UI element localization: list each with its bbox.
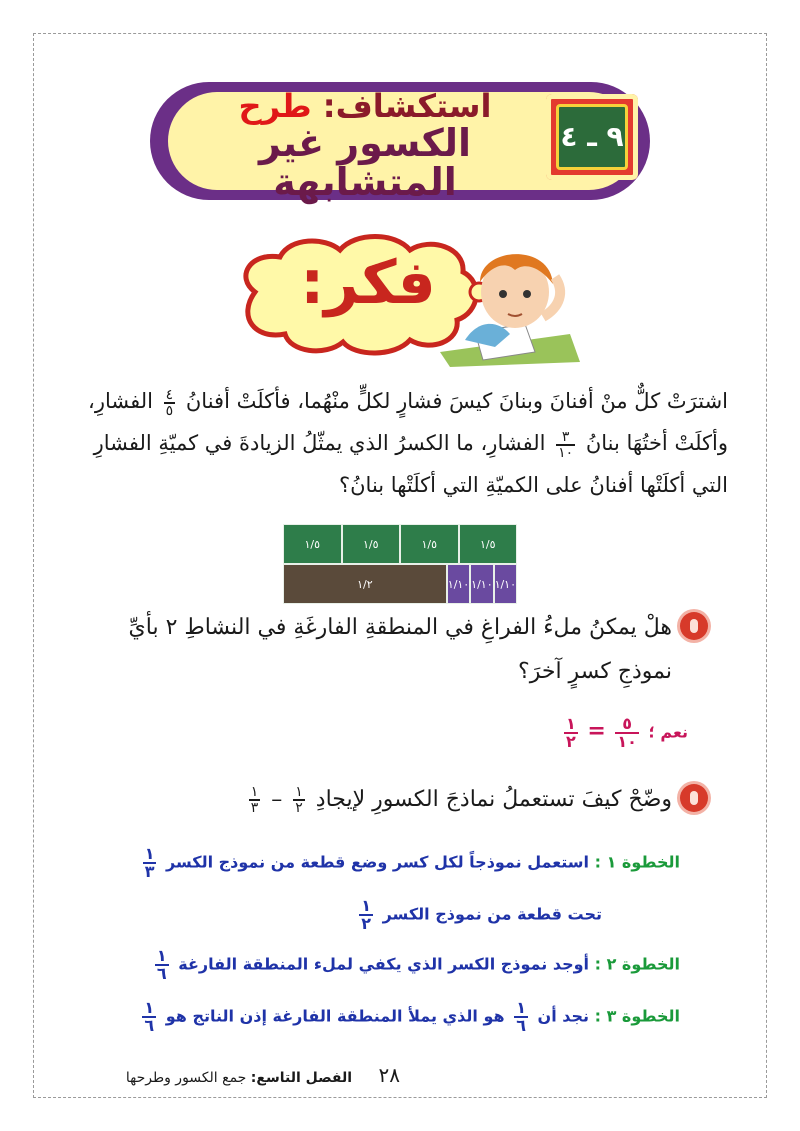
step-1: الخطوة ١ : استعمل نموذجاً لكل كسر وضع قطعة من نموذج الكسر $\frac{١}{٣}$ xyxy=(144,844,680,881)
problem-line-2: وأكلَتْ أختُهَا بنانُ $\frac{٣}{١٠}$ الفشارِ، ما الكسرُ الذي يمثّلُ الزيادةَ في كميّةِ الفشارِ xyxy=(93,428,728,461)
fraction-piece-fifth: ١/٥ xyxy=(400,524,459,564)
question-1-line-1: هلْ يمكنُ ملءُ الفراغِ في المنطقةِ الفارغَةِ في النشاطِ ٢ بأيِّ xyxy=(128,615,672,640)
question-2: وضّحْ كيفَ تستعملُ نماذجَ الكسورِ لإيجادِ $\frac{١}{٢}$ – $\frac{١}{٣}$ xyxy=(250,784,672,816)
fraction: $\frac{١}{٢}$ xyxy=(295,784,303,816)
fraction-bar-model xyxy=(283,524,517,604)
fraction: $\frac{١}{٣}$ xyxy=(144,844,155,881)
fraction-piece-tenth: ١/١٠ xyxy=(494,564,517,604)
lesson-title xyxy=(185,87,545,205)
answer-1 xyxy=(560,716,688,750)
minus-sign: – xyxy=(271,787,283,812)
page-number: ٢٨ xyxy=(378,1063,400,1087)
bullet-icon xyxy=(680,612,708,640)
answer-yes: نعم ؛ xyxy=(648,722,688,742)
step-3: الخطوة ٣ : نجد أن $\frac{١}{٦}$ هو الذي يملأ المنطقة الفارغة إذن الناتج هو $\frac{١}{٦}$ xyxy=(144,998,680,1035)
question-1-line-2: نموذجِ كسرٍ آخرَ؟ xyxy=(518,659,672,684)
fraction: $\frac{٣}{١٠}$ xyxy=(558,428,574,461)
fraction: $\frac{٤}{٥}$ xyxy=(165,386,174,419)
fraction: $\frac{١}{٦}$ xyxy=(144,998,155,1035)
fraction-piece-tenth: ١/١٠ xyxy=(470,564,493,604)
fraction-piece-half: ١/٢ xyxy=(283,564,447,604)
fraction-piece-fifth: ١/٥ xyxy=(342,524,401,564)
think-label: فكر: xyxy=(300,248,436,318)
chapter-title: جمع الكسور وطرحها xyxy=(125,1070,247,1086)
fraction: $\frac{١}{٦}$ xyxy=(156,946,167,983)
problem-line-3: التي أكلَتْها أفنانُ على الكميّةِ التي أكلَتْها بنانُ؟ xyxy=(338,473,728,497)
question-1 xyxy=(112,606,672,694)
fraction: $\frac{١}{٢}$ xyxy=(565,714,576,751)
fraction-row-fifths xyxy=(283,524,517,564)
lesson-banner xyxy=(150,82,650,205)
child-eye xyxy=(523,290,531,298)
fraction: $\frac{١}{٢}$ xyxy=(361,896,372,933)
title-lead: استكشاف: xyxy=(322,87,492,125)
fraction: $\frac{١}{٦}$ xyxy=(516,998,526,1035)
lesson-number-badge xyxy=(546,94,638,180)
fraction-row-halves-tenths xyxy=(283,564,517,604)
fraction-piece-tenth: ١/١٠ xyxy=(447,564,470,604)
fraction: $\frac{٥}{١٠}$ xyxy=(617,714,637,751)
page-footer xyxy=(40,1063,400,1087)
lesson-number: ٩ ـ ٤ xyxy=(556,104,628,170)
problem-text xyxy=(78,380,728,506)
fraction: $\frac{١}{٣}$ xyxy=(250,784,259,816)
fraction-piece-fifth: ١/٥ xyxy=(283,524,342,564)
step-2: الخطوة ٢ : أوجد نموذج الكسر الذي يكفي لملء المنطقة الفارغة $\frac{١}{٦}$ xyxy=(156,946,680,983)
think-section xyxy=(225,222,585,367)
bullet-icon xyxy=(680,784,708,812)
problem-line-1: اشترَتْ كلٌّ منْ أفنانَ وبنانَ كيسَ فشارٍ لكلٍّ منْهُما، فأكلَتْ أفنانُ $\frac{٤}{٥}$ الفشارِ، xyxy=(88,386,728,419)
fraction-piece-fifth: ١/٥ xyxy=(459,524,518,564)
title-line1: طرح xyxy=(238,87,312,125)
equals-sign: = xyxy=(587,718,606,744)
chapter-label: الفصل التاسع: xyxy=(250,1070,353,1086)
step-1-continued: تحت قطعة من نموذج الكسر $\frac{١}{٢}$ xyxy=(361,896,602,933)
title-line2: الكسور غير المتشابهة xyxy=(258,120,472,205)
child-eye xyxy=(499,290,507,298)
